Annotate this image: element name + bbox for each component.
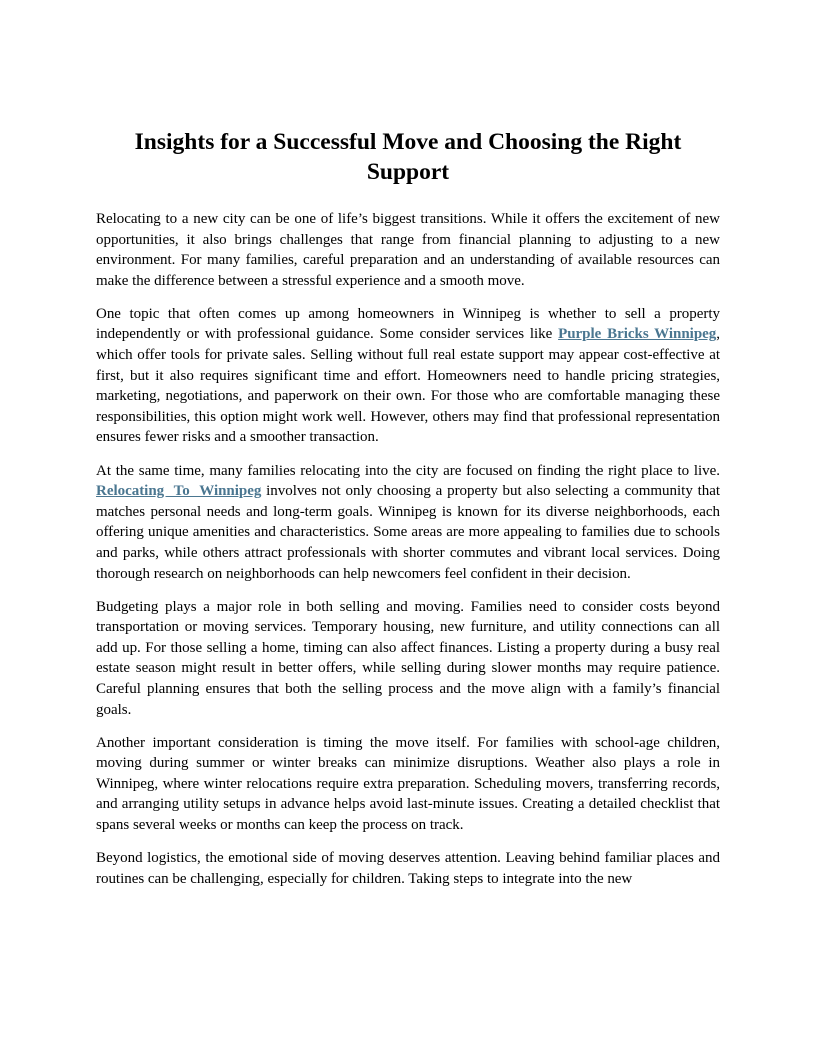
paragraph-relocating bbox=[96, 461, 720, 585]
paragraph-intro: Relocating to a new city can be one of life’s biggest transitions. While it offers the excitement of new opportunities, it also brings challenges that range from financial planning to adjusting to a new environment. For many families, careful preparation and an understanding of available resources can make the difference between a stressful experience and a smooth move. bbox=[96, 211, 720, 289]
document-page bbox=[96, 124, 720, 902]
paragraph-text: One topic that often comes up among homeowners in Winnipeg is whether to sell a property independently or with professional guidance. Some consider services like bbox=[96, 305, 720, 343]
paragraph-timing: Another important consideration is timing the move itself. For families with school-age children, moving during summer or winter breaks can minimize disruptions. Weather also plays a role in Winnipeg, where winter relocations require extra preparation. Scheduling movers, transferring records, and arranging utility setups in advance helps avoid last-minute issues. Creating a detailed checklist that spans several weeks or months can keep the process on track. bbox=[96, 734, 720, 834]
page-title: Insights for a Successful Move and Choosing the Right Support bbox=[134, 129, 682, 185]
paragraph-emotional: Beyond logistics, the emotional side of moving deserves attention. Leaving behind familiar places and routines can be challenging, especially for children. Taking steps to integrate into the new bbox=[96, 850, 720, 887]
relocating-to-winnipeg-link[interactable]: Relocating To Winnipeg bbox=[96, 483, 262, 500]
paragraph-budgeting: Budgeting plays a major role in both selling and moving. Families need to consider costs beyond transportation or moving services. Temporary housing, new furniture, and utility connections can all add up. For those selling a home, timing can also affect finances. Listing a property during a busy real estate season might result in better offers, while selling during slower months may require patience. Careful planning ensures that both the selling process and the move align with a family’s financial goals. bbox=[96, 598, 720, 718]
paragraph-text: , which offer tools for private sales. Selling without full real estate support may appear cost-effective at first, but it also requires significant time and effort. Homeowners need to handle pricing strategies, marketing, negotiations, and paperwork on their own. For those who are comfortable managing these responsibilities, this option might work well. However, others may find that professional representation ensures fewer risks and a smoother transaction. bbox=[96, 326, 720, 446]
paragraph-text: involves not only choosing a property but also selecting a community that matches personal needs and long-term goals. Winnipeg is known for its diverse neighborhoods, each offering unique amenities and characteristics. Some areas are more appealing to families due to schools and parks, while others attract professionals with shorter commutes and vibrant local services. Doing thorough research on neighborhoods can help newcomers feel confident in their decision. bbox=[96, 483, 720, 582]
paragraph-text: At the same time, many families relocating into the city are focused on finding the right place to live. bbox=[96, 462, 720, 479]
purple-bricks-winnipeg-link[interactable]: Purple Bricks Winnipeg bbox=[558, 326, 717, 343]
paragraph-selling bbox=[96, 304, 720, 448]
